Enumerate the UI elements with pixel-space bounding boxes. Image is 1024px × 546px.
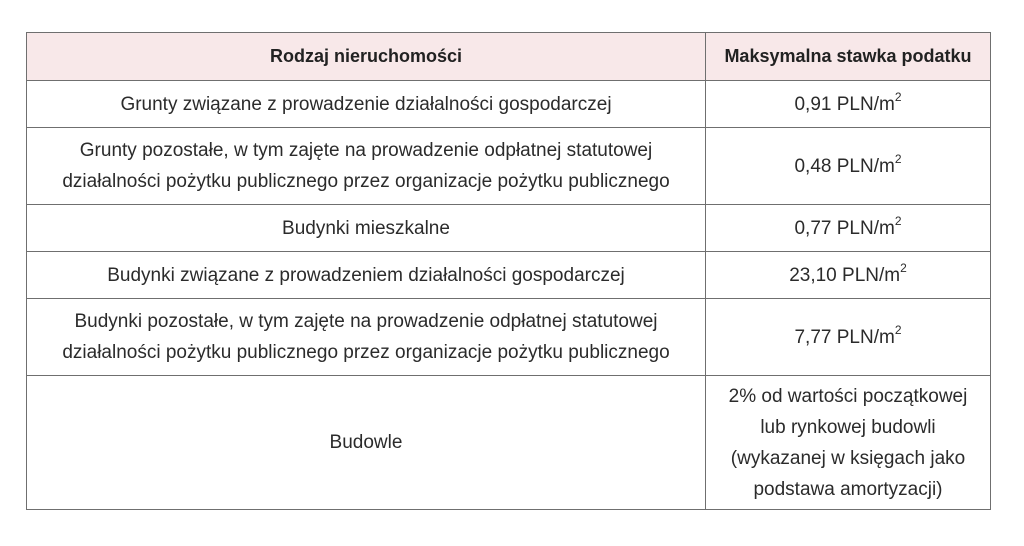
property-type-text: Grunty związane z prowadzenie działalności gospodarczej — [120, 93, 612, 115]
property-type-cell — [27, 205, 706, 252]
rate-cell — [706, 252, 991, 299]
property-tax-table — [26, 32, 991, 510]
property-type-cell — [27, 128, 706, 205]
header-property-type: Rodzaj nieruchomości — [27, 33, 706, 81]
table-row — [27, 376, 991, 510]
table-row — [27, 299, 991, 376]
table-header-row — [27, 33, 991, 81]
property-type-text: Budowle — [329, 432, 403, 453]
table-row — [27, 128, 991, 205]
table-row — [27, 81, 991, 128]
rate-value: 0,48 PLN/m — [794, 155, 895, 177]
rate-line: podstawa amortyzacji) — [753, 478, 943, 500]
unit-exponent: 2 — [900, 261, 907, 276]
property-type-cell — [27, 252, 706, 299]
property-type-line: Budynki pozostałe, w tym zajęte na prowadzenie odpłatnej statutowej — [74, 311, 658, 332]
property-type-line: Grunty pozostałe, w tym zajęte na prowadzenie odpłatnej statutowej — [79, 140, 653, 161]
property-type-cell — [27, 299, 706, 376]
rate-cell — [706, 205, 991, 252]
rate-cell — [706, 81, 991, 128]
property-type-text: Budynki mieszkalne — [282, 217, 450, 239]
rate-cell — [706, 128, 991, 205]
property-type-cell — [27, 376, 706, 510]
unit-exponent: 2 — [894, 152, 902, 167]
rate-value: 0,91 PLN/m — [794, 93, 895, 115]
property-type-cell — [27, 81, 706, 128]
rate-value: 7,77 PLN/m — [794, 326, 895, 348]
rate-cell — [706, 299, 991, 376]
table-row — [27, 252, 991, 299]
property-type-line: działalności pożytku publicznego przez organizacje pożytku publicznego — [62, 342, 670, 363]
property-type-text: Budynki związane z prowadzeniem działalności gospodarczej — [107, 264, 625, 286]
rate-line: 2% od wartości początkowej — [728, 385, 968, 407]
table-row — [27, 205, 991, 252]
rate-value: 0,77 PLN/m — [794, 217, 895, 239]
rate-cell — [706, 376, 991, 510]
unit-exponent: 2 — [894, 323, 902, 338]
property-type-line: działalności pożytku publicznego przez organizacje pożytku publicznego — [62, 171, 670, 192]
unit-exponent: 2 — [894, 214, 902, 229]
rate-value: 23,10 PLN/m — [789, 264, 901, 286]
rate-line: (wykazanej w księgach jako — [730, 447, 966, 469]
rate-line: lub rynkowej budowli — [760, 416, 936, 438]
header-max-rate: Maksymalna stawka podatku — [706, 33, 991, 81]
unit-exponent: 2 — [894, 90, 902, 105]
